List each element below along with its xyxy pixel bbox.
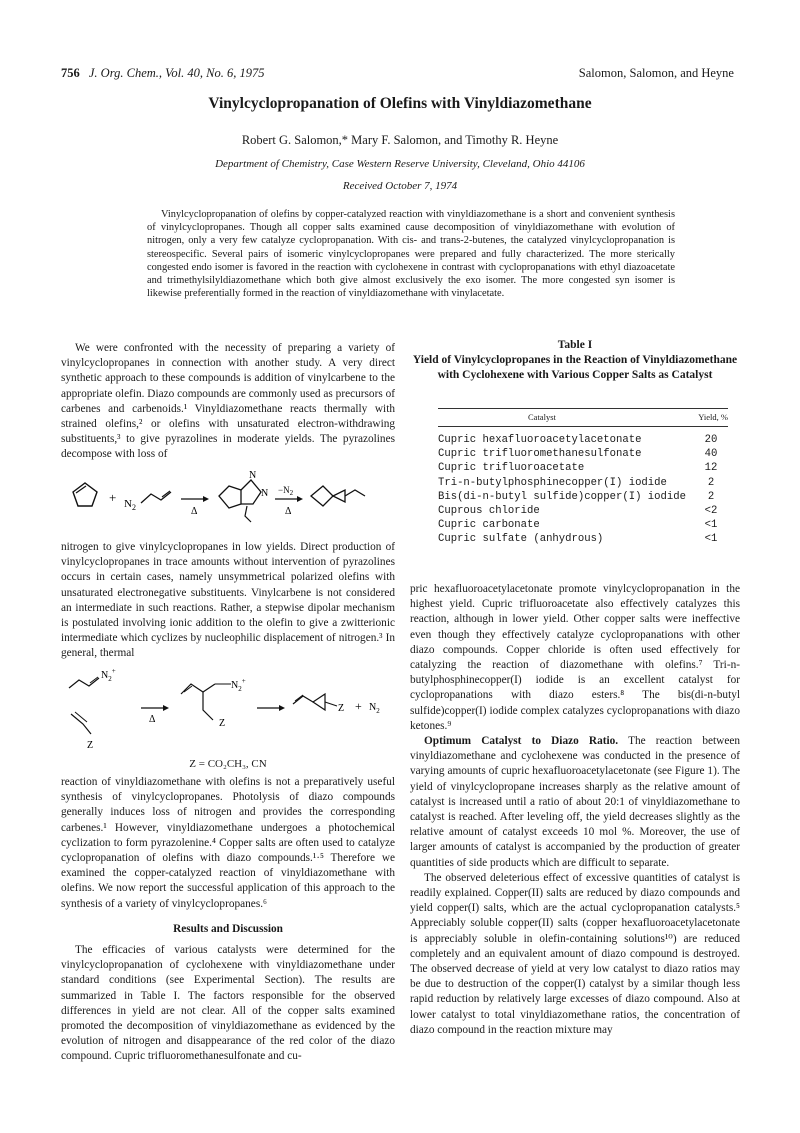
cell-catalyst: Bis(di-n-butyl sulfide)copper(I) iodide: [438, 490, 686, 503]
pyrazoline-n-top: N: [249, 470, 257, 481]
cell-yield: 2: [707, 476, 715, 489]
bicyclic-product: [311, 486, 333, 506]
paragraph-body: The reaction between vinyldiazomethane and cyclohexene was conducted in the presence of varying amounts of cupric hexafluoroacetylacetonate (see Figure 1). The yield of vinylcyclopropane increases sharply as the relative amount of catalyst is increased until a ratio of about 20:1 of vinyldiazomethane to catalyst is reached. After leveling off, the yield decreases slightly as the relative amount of catalyst exceeds 10 mol %. Moreover, the use of larger amounts of catalyst is accompanied by the production of greater quantities of side products which are difficult to separate.: [410, 735, 740, 869]
pyrazoline-fused-ring: [219, 486, 241, 508]
section-title: Results and Discussion: [173, 922, 283, 935]
cell-yield: 20: [704, 434, 718, 446]
paragraph: [410, 734, 740, 871]
paragraph: nitrogen to give vinylcyclopropanes in low yields. Direct production of vinylcyclopropanes in trace amounts without intervention of pyrazolines occurs in certain cases, namely unsymmetrical polarized olefins with unsaturated electronegative substituents. Vinylcarbene is not considered an intermediate in such reactions. Rather, a stepwise dipolar mechanism is postulated involving ionic addition to the olefin to give a zwitterionic intermediate which cyclizes by nucleophilic displacement of nitrogen.³ In general, thermal: [61, 541, 395, 660]
zwitterion-intermediate: [181, 684, 215, 694]
paragraph: We were confronted with the necessity of preparing a variety of vinylcyclopropanes in connection with another study. A very direct synthetic approach to these compounds is addition of vinylcarbene to the appropriate olefin. Diazo compounds are commonly used as precursors of carbenes and carbenoids.¹ Vinyldiazomethane reacts thermally with strained olefins,² or olefins with unsaturated electron-withdrawing substituents,³ to give pyrazolines in moderate yields. The pyrazolines decompose with loss of: [61, 342, 395, 461]
n2-label: $N_2$: [124, 498, 136, 512]
col2-text: [410, 582, 740, 1038]
scheme-2: [61, 664, 395, 752]
delta-1: Δ: [191, 506, 198, 517]
article-title: Vinylcyclopropanation of Olefins with Vinyldiazomethane: [208, 95, 592, 112]
cell-yield: 2: [707, 490, 715, 503]
paragraph: The observed deleterious effect of excessive quantities of catalyst is readily explained. Copper(II) salts are reduced by diazo compounds and yield copper(I) salts, which are the actual cyclopropanation catalysts.⁵ Appreciably soluble copper(II) salts (copper hexafluoroacetylacetonate is appreciably soluble in olefin-containing solutions¹⁰) are reduced completely and an equivalent amount of diazo compound is destroyed. The observed decrease of yield at very low catalyst to diazo ratios may be due to destruction of the copper(I) catalyst by a similar though less rapid reduction by relatively large excesses of diazo compound. Also at lower catalyst to total vinyldiazomethane ratios, the concentration of diazo compound in the reaction mixture may: [410, 871, 740, 1036]
paragraph: reaction of vinyldiazomethane with olefins is not a preparatively useful synthesis of vinylcyclopropanes. Photolysis of diazo compounds generally induces loss of nitrogen and provides the corresponding carbenes.¹ However, vinyldiazomethane undergoes a photochemical cyclization to form pyrazolenine.⁴ Copper salts are often used to catalyze cyclopropanation of olefins with diazo compounds.¹·⁵ Therefore we examined the copper-catalyzed reaction of vinyldiazomethane with olefins. We now report the successful application of this approach to the synthesis of a variety of vinylcyclopropanes.⁶: [61, 776, 395, 910]
table-row: [438, 433, 728, 447]
table-row: [438, 476, 728, 490]
cell-catalyst: Cupric carbonate: [438, 519, 540, 532]
cell-yield: <1: [704, 519, 718, 532]
journal-citation: J. Org. Chem., Vol. 40, No. 6, 1975: [88, 66, 265, 80]
col1-para-1: [61, 341, 395, 463]
table-row: [438, 490, 728, 504]
cell-catalyst: Cupric trifluoroacetate: [438, 462, 585, 475]
page-number: 756: [61, 66, 80, 80]
delta-2: Δ: [285, 506, 292, 517]
loss-n2-label: $-N_2$: [278, 485, 294, 497]
author-list: Robert G. Salomon,* Mary F. Salomon, and Timothy R. Heyne: [241, 133, 559, 147]
cell-yield: 40: [704, 448, 718, 461]
cell-catalyst: Cupric sulfate (anhydrous): [438, 533, 604, 546]
affiliation: Department of Chemistry, Case Western Reserve University, Cleveland, Ohio 44106: [215, 158, 585, 170]
col1-para-3: [61, 775, 395, 1065]
abstract: [147, 208, 675, 300]
pyrazoline-n-right: N: [261, 488, 269, 499]
cell-catalyst: Cupric trifluoromethanesulfonate: [438, 448, 642, 461]
cell-catalyst: Cuprous chloride: [438, 505, 540, 518]
table-row: [438, 447, 728, 461]
page-header-left: [61, 66, 264, 81]
running-authors: Salomon, Salomon, and Heyne: [578, 66, 734, 80]
table-1-caption: [410, 338, 740, 383]
z-label-3: Z: [338, 703, 345, 714]
table-number: Table I: [557, 339, 593, 351]
n2-plus-a: $N_2^+$: [101, 667, 116, 683]
table-row: [438, 518, 728, 532]
table-row: [438, 532, 728, 546]
table-header: [438, 409, 728, 426]
z-definition: Z = CO₂CH₃, CN: [189, 758, 267, 770]
z-label-1: Z: [87, 740, 94, 751]
scheme-1: [61, 466, 395, 526]
table-1: [438, 408, 728, 547]
n2-product: $N_2$: [369, 702, 380, 715]
table-row: [438, 504, 728, 518]
plus-sign-2: +: [355, 699, 362, 713]
cell-yield: <1: [704, 533, 718, 546]
cell-catalyst: Cupric hexafluoroacetylacetonate: [438, 434, 642, 446]
z-label-2: Z: [219, 718, 226, 729]
col-yield: Yield, %: [698, 412, 728, 422]
col1-para-2: [61, 540, 395, 662]
cell-yield: 12: [704, 462, 718, 475]
table-caption-text: Yield of Vinylcyclopropanes in the Reaction of Vinyldiazomethane with Cyclohexene with Various Copper Salts as Catalyst: [412, 354, 738, 381]
plus-sign: +: [109, 490, 117, 505]
received-date: Received October 7, 1974: [342, 180, 458, 192]
n2-plus-b: $N_2^+$: [231, 677, 246, 693]
paragraph: pric hexafluoroacetylacetonate promote vinylcyclopropanation in the highest yield. Cupric trifluoroacetate also effectively catalyzes this reaction, although in lower yield. Other copper salts were ineffective even though they effectively catalyze cyclopropanations with other diazo compounds. Copper chloride is often used effectively for catalyzing the reaction of diazomethane with olefins.⁷ Tri-n-butylphosphinecopper(I) iodide is an excellent catalyst for cyclopropanations with diazo esters.⁸ The bis(di-n-butyl sulfide)copper(I) iodide complex catalyzes cyclopropanations with diazo ketones.⁹: [410, 583, 740, 732]
cell-catalyst: Tri-n-butylphosphinecopper(I) iodide: [438, 476, 667, 489]
col-catalyst: Catalyst: [528, 412, 556, 422]
cell-yield: <2: [704, 505, 718, 518]
abstract-text: Vinylcyclopropanation of olefins by copper-catalyzed reaction with vinyldiazomethane is a short and convenient synthesis of vinylcyclopropanes. Though all copper salts examined cause decomposition of vinyldiazomethane with evolution of nitrogen, only a very few catalyze cyclopropanation. With cis- and trans-2-butenes, the catalyzed vinylcyclopropanation is stereospecific. Several pairs of isomeric vinylcyclopropanes were prepared and fully characterized. The more sterically congested endo isomer is favored in the reaction with cyclohexene in contrast with cyclopropanations with ethyl diazoacetate and trimethylsilyldiazomethane which both give almost exclusively the exo isomer. The more congested syn isomer is likewise preferentially formed in the reaction of vinyldiazomethane with vinylacetate.: [147, 209, 675, 300]
table-row: [438, 461, 728, 475]
runin-heading: Optimum Catalyst to Diazo Ratio.: [424, 735, 619, 748]
delta-label: Δ: [149, 714, 156, 725]
paragraph: The efficacies of various catalysts were determined for the vinylcyclopropanation of cyclohexene with vinyldiazomethane under standard conditions (see Experimental Section). The results are summarized in Table I. The factors responsible for the observed differences in yield are not clear. All of the copper salts examined promoted the decomposition of vinyldiazomethane as evidenced by the evolution of nitrogen and disappearance of the red color of the diazo compound. Cupric trifluoromethanesulfonate and cu-: [61, 944, 395, 1063]
